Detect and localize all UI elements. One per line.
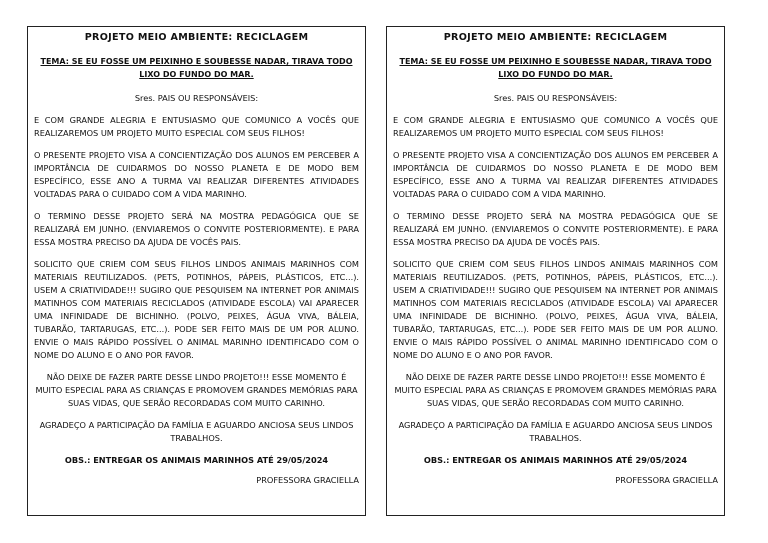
deadline-note: OBS.: ENTREGAR OS ANIMAIS MARINHOS ATÉ 29/05/2024: [64, 455, 329, 465]
salutation: Sres. PAIS OU RESPONSÁVEIS:: [493, 93, 618, 103]
paragraph-intro: E COM GRANDE ALEGRIA E ENTUSIASMO QUE COMUNICO A VOCÊS QUE REALIZAREMOS UM PROJETO MUITO ESPECIAL COM SEUS FILHOS!: [34, 115, 359, 138]
salutation: Sres. PAIS OU RESPONSÁVEIS:: [134, 93, 259, 103]
theme-heading: TEMA: SE EU FOSSE UM PEIXINHO E SOUBESSE NADAR, TIRAVA TODO LIXO DO FUNDO DO MAR.: [399, 57, 712, 79]
notice-sheet-left: [27, 26, 366, 516]
notice-sheet-right: [386, 26, 725, 516]
document-title: PROJETO MEIO AMBIENTE: RECICLAGEM: [84, 32, 309, 43]
paragraph-exhibition: O TERMINO DESSE PROJETO SERÁ NA MOSTRA PEDAGÓGICA QUE SE REALIZARÁ EM JUNHO. (ENVIAREMOS O CONVITE POSTERIORMENTE). E PARA ESSA MOSTRA PRECISO DA AJUDA DE VOCÊS PAIS.: [393, 211, 718, 247]
signature: PROFESSORA GRACIELLA: [615, 475, 718, 485]
paragraph-encouragement: NÃO DEIXE DE FAZER PARTE DESSE LINDO PROJETO!!! ESSE MOMENTO É MUITO ESPECIAL PARA AS CRIANÇAS E PROMOVEM GRANDES MEMÓRIAS PARA SUAS VIDAS, QUE SERÃO RECORDADAS COM MUITO CARINHO.: [35, 372, 358, 408]
paragraph-purpose: O PRESENTE PROJETO VISA A CONCIENTIZAÇÃO DOS ALUNOS EM PERCEBER A IMPORTÂNCIA DE CUIDARMOS DO NOSSO PLANETA E DE MODO BEM ESPECÍFICO, ESSE ANO A TURMA VAI REALIZAR DIFERENTES ATIVIDADES VOLTADAS PARA O CUIDADO COM A VIDA MARINHO.: [34, 150, 359, 199]
paragraph-intro: E COM GRANDE ALEGRIA E ENTUSIASMO QUE COMUNICO A VOCÊS QUE REALIZAREMOS UM PROJETO MUITO ESPECIAL COM SEUS FILHOS!: [393, 115, 718, 138]
paragraph-purpose: O PRESENTE PROJETO VISA A CONCIENTIZAÇÃO DOS ALUNOS EM PERCEBER A IMPORTÂNCIA DE CUIDARMOS DO NOSSO PLANETA E DE MODO BEM ESPECÍFICO, ESSE ANO A TURMA VAI REALIZAR DIFERENTES ATIVIDADES VOLTADAS PARA O CUIDADO COM A VIDA MARINHO.: [393, 150, 718, 199]
deadline-note: OBS.: ENTREGAR OS ANIMAIS MARINHOS ATÉ 29/05/2024: [423, 455, 688, 465]
paragraph-exhibition: O TERMINO DESSE PROJETO SERÁ NA MOSTRA PEDAGÓGICA QUE SE REALIZARÁ EM JUNHO. (ENVIAREMOS O CONVITE POSTERIORMENTE). E PARA ESSA MOSTRA PRECISO DA AJUDA DE VOCÊS PAIS.: [34, 211, 359, 247]
document-title: PROJETO MEIO AMBIENTE: RECICLAGEM: [443, 32, 668, 43]
paragraph-request: SOLICITO QUE CRIEM COM SEUS FILHOS LINDOS ANIMAIS MARINHOS COM MATERIAIS REUTILIZADOS. (PETS, POTINHOS, PÁPEIS, PLÁSTICOS, ETC...). USEM A CRIATIVIDADE!!! SUGIRO QUE PESQUISEM NA INTERNET POR ANIMAIS MATINHOS COM MATERIAIS RECICLADOS (ATIVIDADE ESCOLA) VAI APARECER UMA INFINIDADE DE BICHINHO. (POLVO, PEIXES, ÁGUA VIVA, BÁLEIA, TUBARÃO, TARTARUGAS, ETC...). PODE SER FEITO MAIS DE UM POR ALUNO. ENVIE O MAIS RÁPIDO POSSÍVEL O ANIMAL MARINHO IDENTIFICADO COM O NOME DO ALUNO E O ANO POR FAVOR.: [393, 259, 718, 360]
paragraph-thanks: AGRADEÇO A PARTICIPAÇÃO DA FAMÍLIA E AGUARDO ANCIOSA SEUS LINDOS TRABALHOS.: [39, 420, 354, 443]
paragraph-thanks: AGRADEÇO A PARTICIPAÇÃO DA FAMÍLIA E AGUARDO ANCIOSA SEUS LINDOS TRABALHOS.: [398, 420, 713, 443]
signature: PROFESSORA GRACIELLA: [256, 475, 359, 485]
theme-heading: TEMA: SE EU FOSSE UM PEIXINHO E SOUBESSE NADAR, TIRAVA TODO LIXO DO FUNDO DO MAR.: [40, 57, 353, 79]
paragraph-request: SOLICITO QUE CRIEM COM SEUS FILHOS LINDOS ANIMAIS MARINHOS COM MATERIAIS REUTILIZADOS. (PETS, POTINHOS, PÁPEIS, PLÁSTICOS, ETC...). USEM A CRIATIVIDADE!!! SUGIRO QUE PESQUISEM NA INTERNET POR ANIMAIS MATINHOS COM MATERIAIS RECICLADOS (ATIVIDADE ESCOLA) VAI APARECER UMA INFINIDADE DE BICHINHO. (POLVO, PEIXES, ÁGUA VIVA, BÁLEIA, TUBARÃO, TARTARUGAS, ETC...). PODE SER FEITO MAIS DE UM POR ALUNO. ENVIE O MAIS RÁPIDO POSSÍVEL O ANIMAL MARINHO IDENTIFICADO COM O NOME DO ALUNO E O ANO POR FAVOR.: [34, 259, 359, 360]
paragraph-encouragement: NÃO DEIXE DE FAZER PARTE DESSE LINDO PROJETO!!! ESSE MOMENTO É MUITO ESPECIAL PARA AS CRIANÇAS E PROMOVEM GRANDES MEMÓRIAS PARA SUAS VIDAS, QUE SERÃO RECORDADAS COM MUITO CARINHO.: [394, 372, 717, 408]
